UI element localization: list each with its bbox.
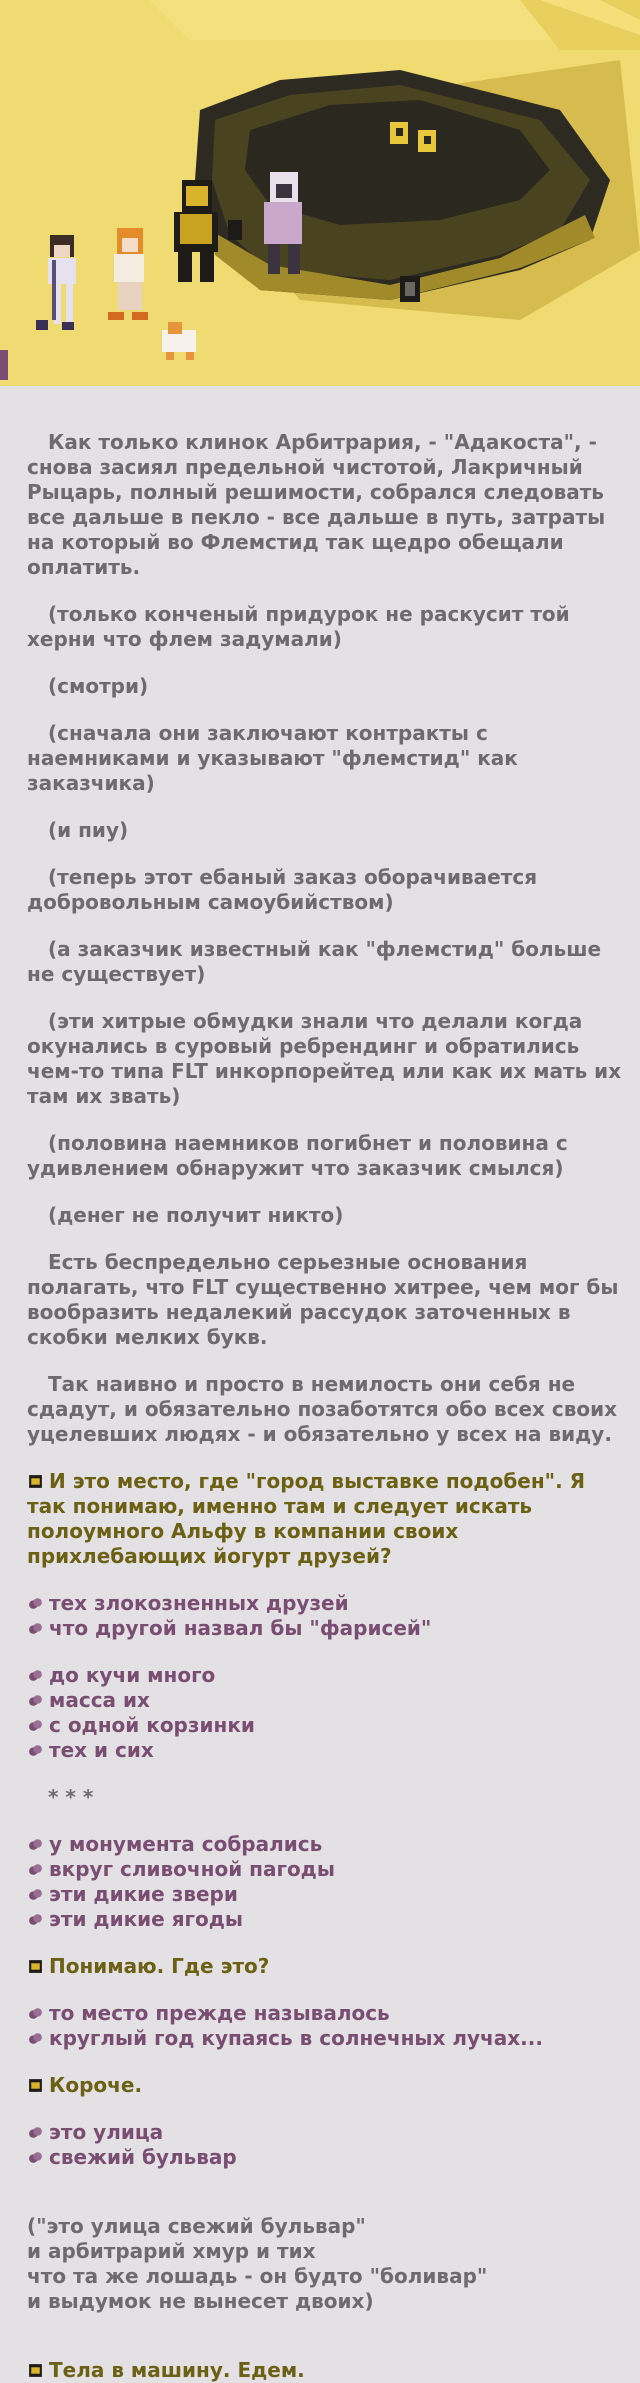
dialogue-line: вкруг сливочной пагоды [49, 1857, 335, 1881]
poem-block [27, 2214, 628, 2314]
dialogue-line: что другой назвал бы "фарисей" [49, 1616, 432, 1640]
knight-head-icon [27, 1473, 44, 1490]
grape-icon [27, 1717, 44, 1734]
narration-paragraph: (смотри) [48, 674, 149, 698]
dialogue-line: Понимаю. Где это? [49, 1954, 270, 1978]
grape-icon [27, 1911, 44, 1928]
dialogue-line: Короче. [49, 2073, 143, 2097]
grape-icon [27, 1742, 44, 1759]
grape-icon [27, 1667, 44, 1684]
narration-paragraph: (эти хитрые обмудки знали что делали когда окунались в суровый ребрендинг и обратились чем-то типа FLT инкорпорейтед или как их мать их там их звать) [27, 1009, 622, 1108]
dialogue-purple [27, 1663, 628, 1763]
dialogue-line: у монумента собрались [49, 1832, 323, 1856]
narration-paragraph: Как только клинок Арбитрария, - "Адакоста", - снова засиял предельной чистотой, Лакричный Рыцарь, полный решимости, собрался следовать все дальше в пекло - все дальше в путь, затраты на который во Флемстид так щедро обещали оплатить. [27, 430, 606, 579]
narration-paragraph: (только конченый придурок не раскусит той херни что флем задумали) [27, 602, 570, 651]
knight-head-icon [27, 2077, 44, 2094]
dialogue-line: Тела в машину. Едем. [49, 2358, 305, 2382]
narration-paragraph: (и пиу) [48, 818, 129, 842]
dialogue-purple [27, 1832, 628, 1932]
grape-icon [27, 1886, 44, 1903]
grape-icon [27, 1861, 44, 1878]
poem-line: и арбитрарий хмур и тих [27, 2239, 316, 2263]
narration-paragraph: Так наивно и просто в немилость они себя не сдадут, и обязательно позаботятся обо всех своих уцелевших людях - и обязательно у всех на виду. [27, 1372, 618, 1446]
narration-paragraph: (теперь этот ебаный заказ оборачивается добровольным самоубийством) [27, 865, 538, 914]
pixel-art-scene [0, 0, 640, 386]
dialogue-yellow [27, 1954, 628, 1979]
grape-icon [27, 2149, 44, 2166]
poem-line: ("это улица свежий бульвар" [27, 2214, 366, 2238]
narration-paragraph: (сначала они заключают контракты с наемниками и указывают "флемстид" как заказчика) [27, 721, 518, 795]
dialogue-purple [27, 2001, 628, 2051]
dialogue-line: эти дикие звери [49, 1882, 238, 1906]
knight-head-icon [27, 2362, 44, 2379]
dialogue-purple [27, 1591, 628, 1641]
dialogue-line: то место прежде называлось [49, 2001, 390, 2025]
grape-icon [27, 1620, 44, 1637]
narration-paragraph: (денег не получит никто) [48, 1203, 344, 1227]
dialogue-line: свежий бульвар [49, 2145, 237, 2169]
grape-icon [27, 1836, 44, 1853]
dialogue-line: тех злокозненных друзей [49, 1591, 349, 1615]
dialogue-line: масса их [49, 1688, 150, 1712]
scene-break: * * * [48, 1785, 94, 1809]
narration-paragraph: Есть беспредельно серьезные основания полагать, что FLT существенно хитрее, чем мог бы вообразить недалекий рассудок заточенных в скобки мелких букв. [27, 1250, 619, 1349]
knight-head-icon [27, 1958, 44, 1975]
story-text [0, 386, 640, 2383]
dialogue-purple [27, 2120, 628, 2170]
dialogue-line: это улица [49, 2120, 164, 2144]
poem-line: что та же лошадь - он будто "боливар" [27, 2264, 488, 2288]
poem-line: и выдумок не вынесет двоих) [27, 2289, 374, 2313]
dialogue-line: тех и сих [49, 1738, 154, 1762]
dialogue-line: до кучи много [49, 1663, 216, 1687]
dialogue-line: круглый год купаясь в солнечных лучах... [49, 2026, 543, 2050]
game-scene-illustration [0, 0, 640, 386]
grape-icon [27, 2124, 44, 2141]
grape-icon [27, 1692, 44, 1709]
narration-paragraph: (а заказчик известный как "флемстид" больше не существует) [27, 937, 602, 986]
dialogue-line: И это место, где "город выставке подобен". Я так понимаю, именно там и следует искать полоумного Альфу в компании своих прихлебающих йогурт друзей? [27, 1469, 586, 1568]
grape-icon [27, 2030, 44, 2047]
dialogue-yellow [27, 1469, 628, 1569]
narration-paragraph: (половина наемников погибнет и половина с удивлением обнаружит что заказчик смылся) [27, 1131, 568, 1180]
dialogue-yellow [27, 2073, 628, 2098]
grape-icon [27, 1595, 44, 1612]
dialogue-line: эти дикие ягоды [49, 1907, 243, 1931]
dialogue-yellow [27, 2358, 628, 2383]
dialogue-line: с одной корзинки [49, 1713, 255, 1737]
grape-icon [27, 2005, 44, 2022]
